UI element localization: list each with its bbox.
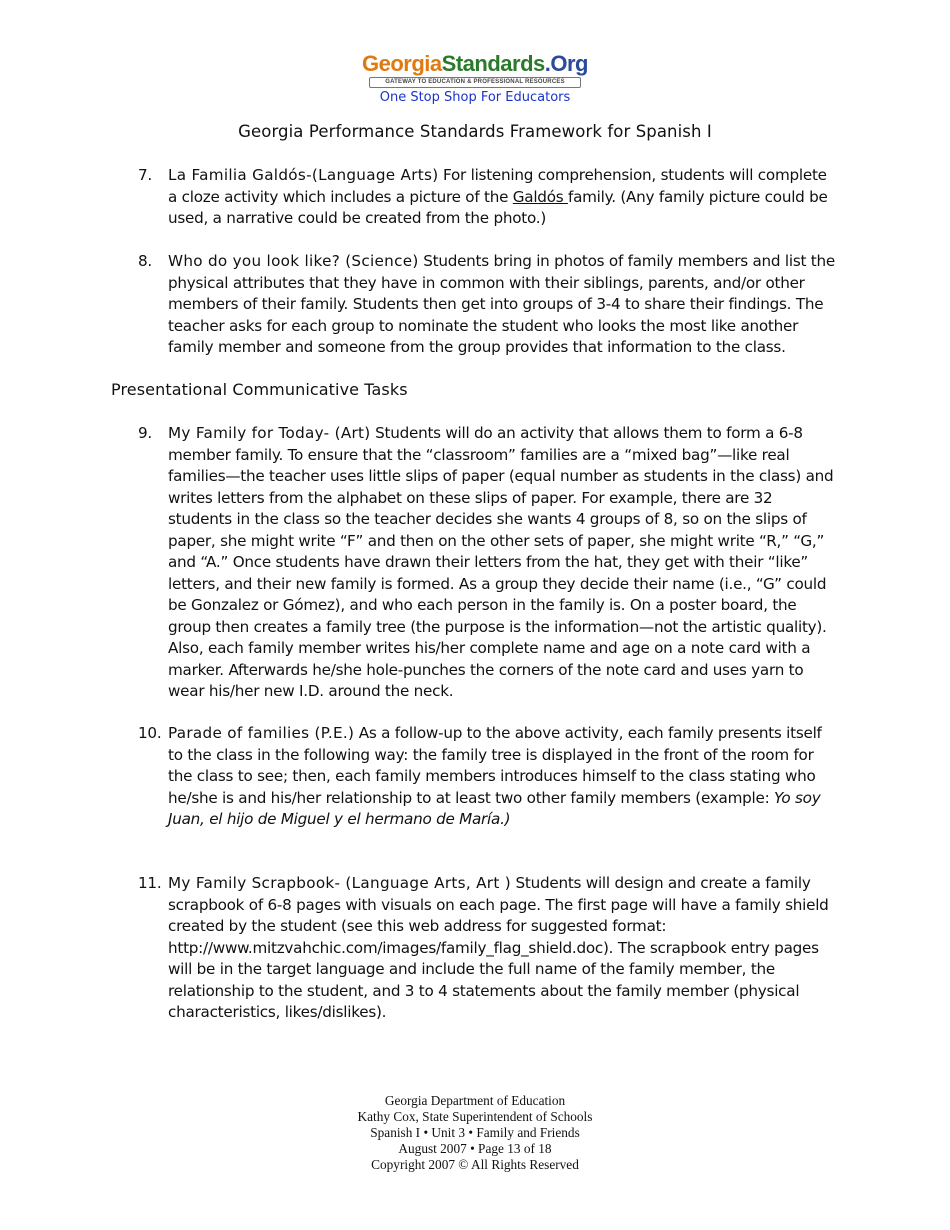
section-heading: Presentational Communicative Tasks (111, 380, 408, 399)
list-item (138, 873, 838, 1024)
item-body: Who do you look like? (Science) Students bring in photos of family members and list the physical attributes that they have in common with their siblings, parents, and/or other members of their family. Students then get into groups of 3-4 to share their findings. The teacher asks for each group to nominate the student who looks the most like another family member and someone from the group provides that information to the class. (168, 252, 835, 356)
item-heading: La Familia Galdós-(Language Arts) (168, 166, 439, 184)
page-title: Georgia Performance Standards Framework for Spanish I (238, 122, 712, 141)
example-sentence: Yo soy Juan, el hijo de Miguel y el hermano de María.) (168, 788, 821, 828)
footer-line: Spanish I • Unit 3 • Family and Friends (370, 1125, 580, 1140)
footer-line: Copyright 2007 © All Rights Reserved (371, 1157, 579, 1172)
list-item (138, 165, 838, 230)
list-item (138, 423, 838, 703)
item-body: My Family for Today- (Art) Students will do an activity that allows them to form a 6-8 member family. To ensure that the “classroom” families are a “mixed bag”—like real families—the teacher uses little slips of paper (equal number as students in the class) and writes letters from the alphabet on these slips of paper. For example, there are 32 students in the class so the teacher decides she wants 4 groups of 8, so on the slips of paper, she might write “F” and then on the other sets of paper, she might write “R,” “G,” and “A.” Once students have drawn their letters from the hat, they get with their “like” letters, and their new family is formed. As a group they decide their name (i.e., “G” could be Gonzalez or Gómez), and who each person in the family is. On a poster board, the group then creates a family tree (the purpose is the information—not the artistic quality). Also, each family member writes his/her complete name and age on a note card with a marker. Afterwards he/she hole-punches the corners of the note card and uses yarn to wear his/her new I.D. around the neck. (168, 424, 834, 700)
list-item (138, 251, 838, 359)
item-body: My Family Scrapbook- (Language Arts, Art ) Students will design and create a family scrapbook of 6-8 pages with visuals on each page. The first page will have a family shield created by the student (see this web address for suggested format: http://www.mitzvahchic.com/images/family_flag_shield.doc). The scrapbook entry pages will be in the target language and include the full name of the family member, the relationship to the student, and 3 to 4 statements about the family member (physical characteristics, likes/dislikes). (168, 874, 829, 1021)
underlined-word: Galdós (512, 187, 568, 206)
item-heading: Parade of families (P.E.) (168, 724, 355, 742)
footer-line: Georgia Department of Education (384, 1093, 566, 1108)
site-logo (0, 52, 950, 105)
list-item (138, 723, 838, 831)
item-number: 8. (138, 252, 152, 270)
item-heading: My Family for Today- (Art) (168, 424, 371, 442)
item-heading: Who do you look like? (Science) (168, 252, 419, 270)
footer-line: August 2007 • Page 13 of 18 (398, 1141, 552, 1156)
item-number: 9. (138, 424, 152, 442)
item-number: 7. (138, 166, 152, 184)
item-body: La Familia Galdós-(Language Arts) For listening comprehension, students will complete a cloze activity which includes a picture of the Galdós family. (Any family picture could be used, a narrative could be created from the photo.) (168, 166, 828, 227)
footer-line: Kathy Cox, State Superintendent of Schools (357, 1109, 593, 1124)
item-number: 11. (138, 874, 162, 892)
page-footer (0, 1093, 950, 1173)
logo-tagline: GATEWAY TO EDUCATION & PROFESSIONAL RESOURCES (369, 77, 581, 88)
logo-wordmark: GeorgiaStandards.Org (362, 51, 588, 76)
logo-subtitle: One Stop Shop For Educators (379, 90, 571, 105)
item-heading: My Family Scrapbook- (Language Arts, Art ) (168, 874, 511, 892)
item-body: Parade of families (P.E.) As a follow-up to the above activity, each family presents itself to the class in the following way: the family tree is displayed in the front of the room for the class to see; then, each family members introduces himself to the class stating who he/she is and his/her relationship to at least two other family members (example: Yo soy Juan, el hijo de Miguel y el hermano de María.) (168, 724, 822, 828)
item-number: 10. (138, 724, 162, 742)
